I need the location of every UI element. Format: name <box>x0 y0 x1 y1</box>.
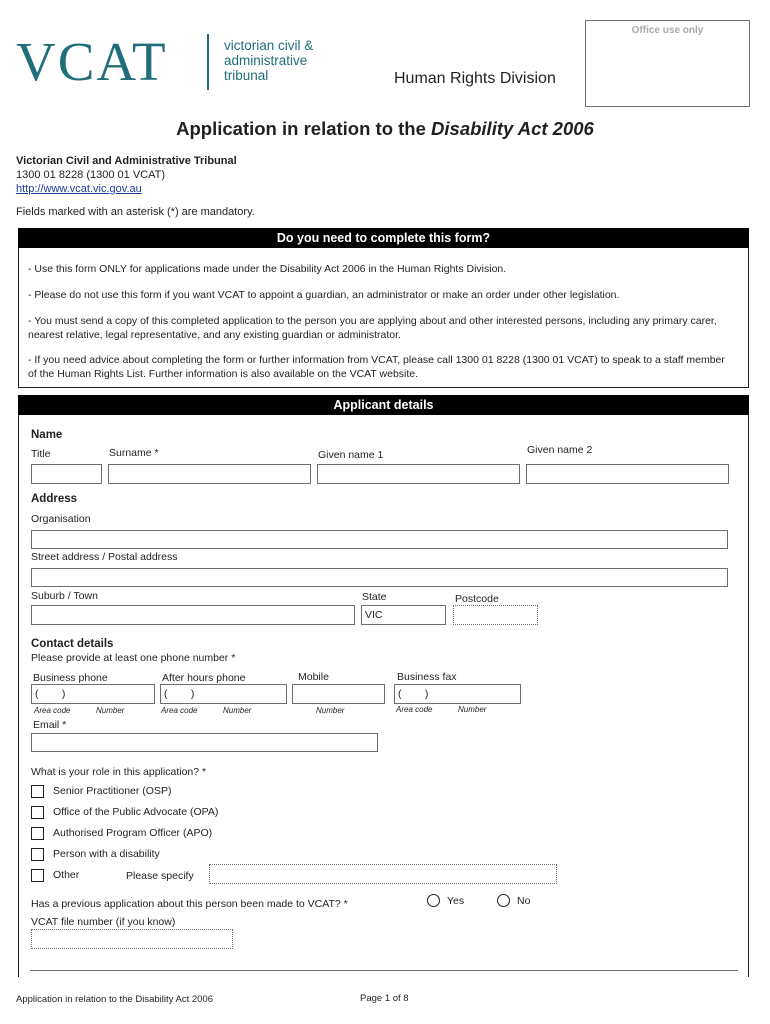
page-title-prefix: Application in relation to the <box>176 118 432 139</box>
logo-letters: VCAT <box>16 31 168 92</box>
logo-line-1: victorian civil & <box>224 38 314 53</box>
page-title-italic: Disability Act 2006 <box>431 118 594 139</box>
business-phone-number: Number <box>96 706 125 715</box>
mandatory-note: Fields marked with an asterisk (*) are mandatory. <box>16 206 255 218</box>
section-divider <box>30 970 738 971</box>
footer-page: Page 1 of 8 <box>360 993 409 1004</box>
suburb-input[interactable] <box>31 605 355 625</box>
vcat-logo <box>16 31 336 92</box>
mobile-number: Number <box>316 706 345 715</box>
state-label: State <box>362 591 387 603</box>
office-use-box <box>585 20 750 107</box>
business-phone-paren: ( ) <box>35 688 66 700</box>
previous-no-label: No <box>517 895 531 907</box>
given-name-1-input[interactable] <box>317 464 520 484</box>
surname-input[interactable] <box>108 464 311 484</box>
need-bullet-2: - Please do not use this form if you want VCAT to appoint a guardian, an administrator or make an order under other legislation. <box>28 289 620 301</box>
need-bullet-3: - You must send a copy of this completed application to the person you are applying about and other interested persons, including any primary carer, nearest relative, legal representative, and any existing guardian or administrator. <box>28 315 717 341</box>
role-checkbox-apo[interactable] <box>31 827 44 840</box>
surname-label: Surname * <box>109 447 159 459</box>
applicant-section-heading: Applicant details <box>18 395 749 415</box>
contact-heading: Contact details <box>31 638 114 650</box>
address-heading: Address <box>31 493 78 505</box>
logo-line-2: administrative <box>224 53 308 68</box>
business-fax-paren: ( ) <box>398 688 429 700</box>
previous-no-radio[interactable] <box>497 894 510 907</box>
previous-question: Has a previous application about this person been made to VCAT? * <box>31 898 348 910</box>
contact-url[interactable]: http://www.vcat.vic.gov.au <box>16 183 142 195</box>
business-fax-number: Number <box>458 705 487 714</box>
state-input[interactable] <box>361 605 446 625</box>
please-specify-label: Please specify <box>126 870 194 882</box>
phone-note: Please provide at least one phone number * <box>31 652 236 664</box>
business-phone-label: Business phone <box>33 672 108 684</box>
business-fax-input[interactable] <box>394 684 521 704</box>
need-section-heading: Do you need to complete this form? <box>18 228 749 248</box>
please-specify-input[interactable] <box>209 864 557 884</box>
given-name-2-label: Given name 2 <box>527 444 593 456</box>
role-label-osp: Senior Practitioner (OSP) <box>53 785 172 797</box>
title-label: Title <box>31 448 51 460</box>
contact-org: Victorian Civil and Administrative Tribunal <box>16 155 237 167</box>
role-label-apo: Authorised Program Officer (APO) <box>53 827 213 839</box>
role-checkbox-opa[interactable] <box>31 806 44 819</box>
postcode-input[interactable] <box>453 605 538 625</box>
email-input[interactable] <box>31 733 378 752</box>
logo-divider <box>207 34 209 90</box>
division-title: Human Rights Division <box>394 70 556 87</box>
file-number-label: VCAT file number (if you know) <box>31 916 176 928</box>
mobile-input[interactable] <box>292 684 385 704</box>
role-checkbox-other[interactable] <box>31 869 44 882</box>
previous-yes-label: Yes <box>447 895 465 907</box>
logo-line-3: tribunal <box>224 68 269 83</box>
business-phone-area-code: Area code <box>34 706 71 715</box>
role-label-opa: Office of the Public Advocate (OPA) <box>53 806 219 818</box>
role-question: What is your role in this application? * <box>31 766 207 778</box>
need-bullet-4: - If you need advice about completing the form or further information from VCAT, please call 1300 01 8228 (1300 01 VCAT) to speak to a staff member of the Human Rights List. Further information is also available on the VCAT website. <box>28 354 725 380</box>
business-phone-input[interactable] <box>31 684 155 704</box>
footer-left: Application in relation to the Disability Act 2006 <box>16 994 213 1005</box>
need-bullet-1: - Use this form ONLY for applications made under the Disability Act 2006 in the Human Rights Division. <box>28 263 507 275</box>
state-value: VIC <box>365 609 383 621</box>
after-hours-area-code: Area code <box>161 706 198 715</box>
email-label: Email * <box>33 719 67 731</box>
after-hours-paren: ( ) <box>164 688 195 700</box>
given-name-2-input[interactable] <box>526 464 729 484</box>
mobile-label: Mobile <box>298 671 329 683</box>
title-input[interactable] <box>31 464 102 484</box>
role-label-person: Person with a disability <box>53 848 160 860</box>
after-hours-input[interactable] <box>160 684 287 704</box>
previous-yes-radio[interactable] <box>427 894 440 907</box>
role-checkbox-person[interactable] <box>31 848 44 861</box>
contact-phone: 1300 01 8228 (1300 01 VCAT) <box>16 169 166 181</box>
organisation-input[interactable] <box>31 530 728 549</box>
organisation-label: Organisation <box>31 513 91 525</box>
role-label-other: Other <box>53 869 80 881</box>
after-hours-label: After hours phone <box>162 672 246 684</box>
street-address-input[interactable] <box>31 568 728 587</box>
office-use-label: Office use only <box>631 25 704 36</box>
business-fax-area-code: Area code <box>396 705 433 714</box>
page-title <box>0 118 770 140</box>
name-heading: Name <box>31 429 63 441</box>
given-name-1-label: Given name 1 <box>318 449 384 461</box>
role-checkbox-osp[interactable] <box>31 785 44 798</box>
after-hours-number: Number <box>223 706 252 715</box>
suburb-label: Suburb / Town <box>31 590 98 602</box>
postcode-label: Postcode <box>455 593 499 605</box>
business-fax-label: Business fax <box>397 671 457 683</box>
street-address-label: Street address / Postal address <box>31 551 178 563</box>
file-number-input[interactable] <box>31 929 233 949</box>
